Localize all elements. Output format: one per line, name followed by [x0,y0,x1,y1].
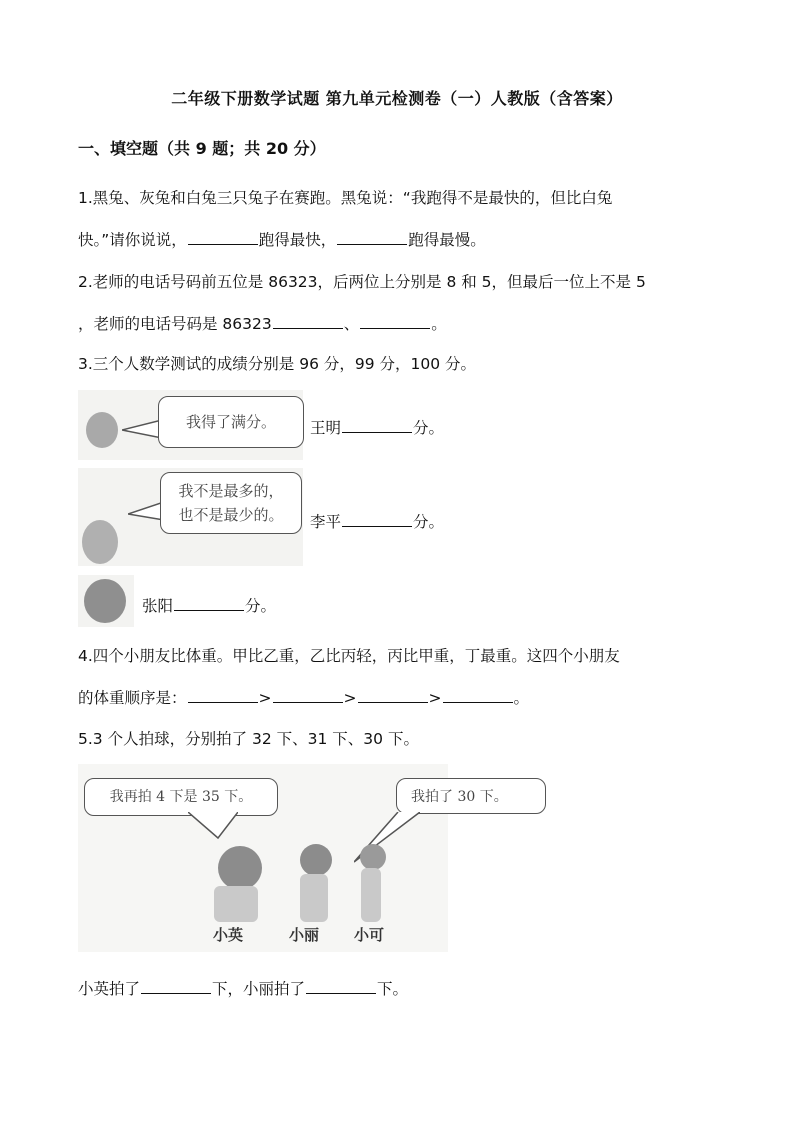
xiaoke-body-icon [361,868,381,922]
wangming-label: 王明 [310,419,342,437]
zhangyang-blank[interactable] [174,596,244,611]
wangming-illustration [78,390,303,460]
zhangyang-answer [142,594,276,616]
gt-sign: > [343,689,357,707]
xiaoying-head-icon [218,846,262,890]
xiaoke-head-icon [360,844,386,870]
q4-blank-1[interactable] [188,688,258,703]
q1-blank-fastest[interactable] [188,230,258,245]
q2-blank-2[interactable] [360,314,430,329]
q2-line2 [78,312,447,334]
q4-end: 。 [513,689,530,707]
q5-answer [78,977,408,999]
bubble-tail-icon [122,418,162,440]
boy-face-icon [86,412,118,448]
q5-text-a: 小英拍了 [78,980,141,998]
boy-face-icon [84,579,126,623]
girl-face-icon [82,520,118,564]
liping-answer [310,510,444,532]
xiaoke-bubble: 我拍了 30 下。 [396,778,546,814]
liping-bubble-line1: 我不是最多的， [178,482,284,500]
q1-blank-slowest[interactable] [337,230,407,245]
q5-text-b: 下，小丽拍了 [212,980,306,998]
gt-sign: > [258,689,272,707]
q1-text-c: 跑得最慢。 [408,231,486,249]
q1-text-b: 跑得最快， [258,231,337,249]
q2-text-a: ，老师的电话号码是 86323 [78,315,272,333]
zhangyang-unit: 分。 [245,597,277,615]
wangming-unit: 分。 [413,419,445,437]
section-heading: 一、填空题（共 9 题；共 20 分） [78,139,326,158]
zhangyang-label: 张阳 [142,597,174,615]
q4-blank-3[interactable] [358,688,428,703]
xiaoli-name: 小丽 [289,926,320,944]
xiaoke-name: 小可 [354,926,385,944]
liping-blank[interactable] [342,512,412,527]
bubble-tail-icon [128,500,164,522]
liping-label: 李平 [310,513,342,531]
ball-bouncing-illustration [78,764,508,952]
q2-blank-1[interactable] [273,314,343,329]
q4-blank-4[interactable] [443,688,513,703]
q5-line1: 5.3 个人拍球，分别拍了 32 下、31 下、30 下。 [78,730,419,748]
q4-text: 的体重顺序是： [78,689,187,707]
q2-text-b: 、 [343,315,360,333]
wangming-blank[interactable] [342,418,412,433]
xiaoli-count-blank[interactable] [306,979,376,994]
liping-bubble [160,472,302,534]
liping-unit: 分。 [413,513,445,531]
wangming-answer [310,416,444,438]
xiaoying-body-icon [214,886,258,922]
bubble-tail-icon [188,812,238,840]
xiaoying-name: 小英 [213,926,244,944]
q1-line1: 1.黑兔、灰兔和白兔三只兔子在赛跑。黑兔说：“我跑得不是最快的，但比白兔 [78,189,613,207]
q2-line1: 2.老师的电话号码前五位是 86323，后两位上分别是 8 和 5，但最后一位上不是 5 [78,273,646,291]
q1-text-a: 快。”请你说说， [78,231,187,249]
q4-line2 [78,686,529,708]
q1-line2 [78,228,486,250]
q2-text-c: 。 [431,315,447,333]
wangming-bubble: 我得了满分。 [158,396,304,448]
q4-line1: 4.四个小朋友比体重。甲比乙重，乙比丙轻，丙比甲重，丁最重。这四个小朋友 [78,647,620,665]
liping-bubble-line2: 也不是最少的。 [178,506,284,524]
xiaoying-bubble: 我再拍 4 下是 35 下。 [84,778,278,816]
document-title: 二年级下册数学试题 第九单元检测卷（一）人教版（含答案） [171,89,623,108]
gt-sign: > [428,689,442,707]
liping-illustration [78,468,303,566]
xiaoying-count-blank[interactable] [141,979,211,994]
q3-line1: 3.三个人数学测试的成绩分别是 96 分，99 分，100 分。 [78,355,477,373]
zhangyang-illustration [78,575,134,627]
xiaoli-body-icon [300,874,328,922]
xiaoli-head-icon [300,844,332,876]
q5-text-c: 下。 [377,980,409,998]
q4-blank-2[interactable] [273,688,343,703]
